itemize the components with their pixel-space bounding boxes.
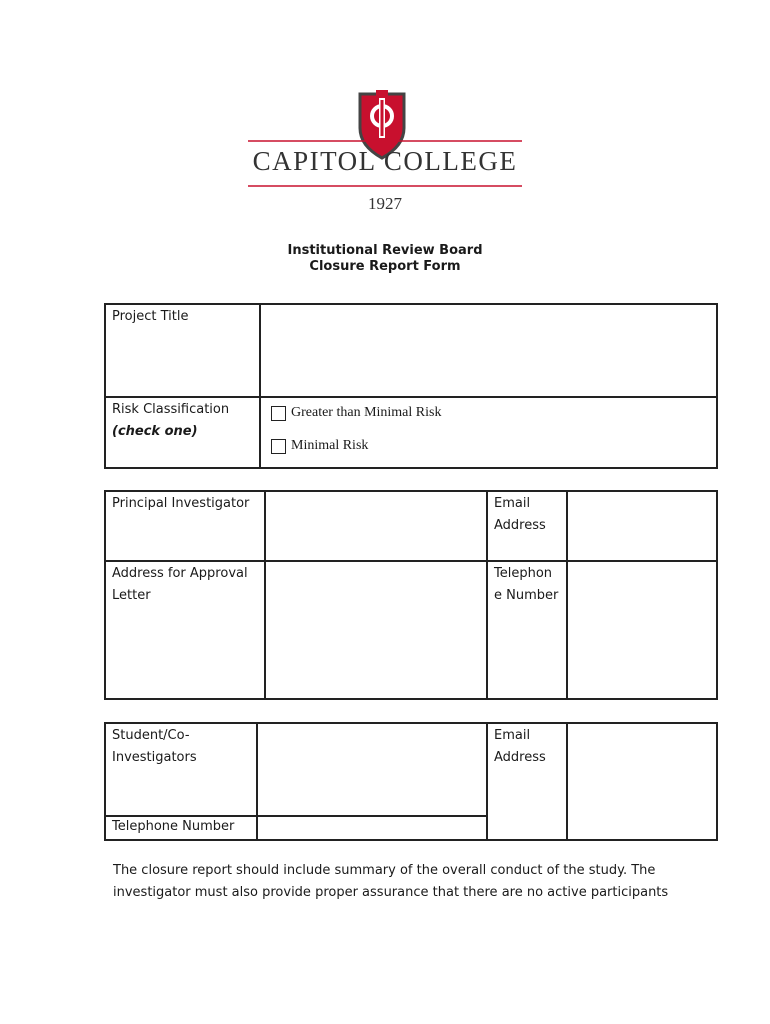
founding-year: 1927 [368, 194, 402, 213]
email-input[interactable] [567, 491, 717, 561]
students-label-cell [105, 723, 257, 816]
investigator-table [104, 490, 718, 700]
form-title-line2: Closure Report Form [309, 259, 461, 274]
address-label: Address for Approval Letter [112, 566, 248, 603]
email-label-2: Email Address [494, 728, 546, 765]
project-info-table [104, 303, 718, 469]
closure-note-line1: The closure report should include summary of the overall conduct of the study. The [113, 863, 656, 878]
check-one-label: (check one) [112, 424, 198, 439]
email-label-cell [487, 491, 567, 561]
form-title-line1: Institutional Review Board [287, 243, 483, 258]
risk-classification-label: Risk Classification [112, 402, 230, 417]
students-input[interactable] [257, 723, 487, 816]
pi-label-cell [105, 491, 265, 561]
risk-label-cell [105, 397, 260, 468]
pi-label: Principal Investigator [112, 496, 250, 511]
greater-risk-checkbox[interactable] [271, 406, 286, 421]
form-title [235, 243, 535, 275]
pi-input[interactable] [265, 491, 487, 561]
project-title-label-cell [105, 304, 260, 397]
telephone-input[interactable] [567, 561, 717, 699]
telephone-label-cell [487, 561, 567, 699]
risk-options-cell [260, 397, 717, 468]
closure-note-line2: investigator must also provide proper assurance that there are no active participants [113, 885, 669, 900]
email-input-2[interactable] [567, 723, 717, 840]
telephone-label-2: Telephone Number [112, 819, 235, 834]
students-label: Student/Co-Investigators [112, 728, 197, 765]
address-label-cell [105, 561, 265, 699]
project-title-label: Project Title [112, 309, 189, 324]
address-input[interactable] [265, 561, 487, 699]
college-name: CAPITOL COLLEGE [252, 146, 518, 176]
email-label-cell-2 [487, 723, 567, 840]
greater-risk-label: Greater than Minimal Risk [291, 405, 442, 420]
co-investigator-table [104, 722, 718, 841]
minimal-risk-checkbox[interactable] [271, 439, 286, 454]
telephone-label: Telephon e Number [494, 566, 559, 603]
closure-note [113, 860, 713, 904]
project-title-input[interactable] [260, 304, 717, 397]
telephone-input-2[interactable] [257, 816, 487, 840]
email-label: Email Address [494, 496, 546, 533]
telephone-label-cell-2 [105, 816, 257, 840]
minimal-risk-label: Minimal Risk [291, 438, 369, 453]
